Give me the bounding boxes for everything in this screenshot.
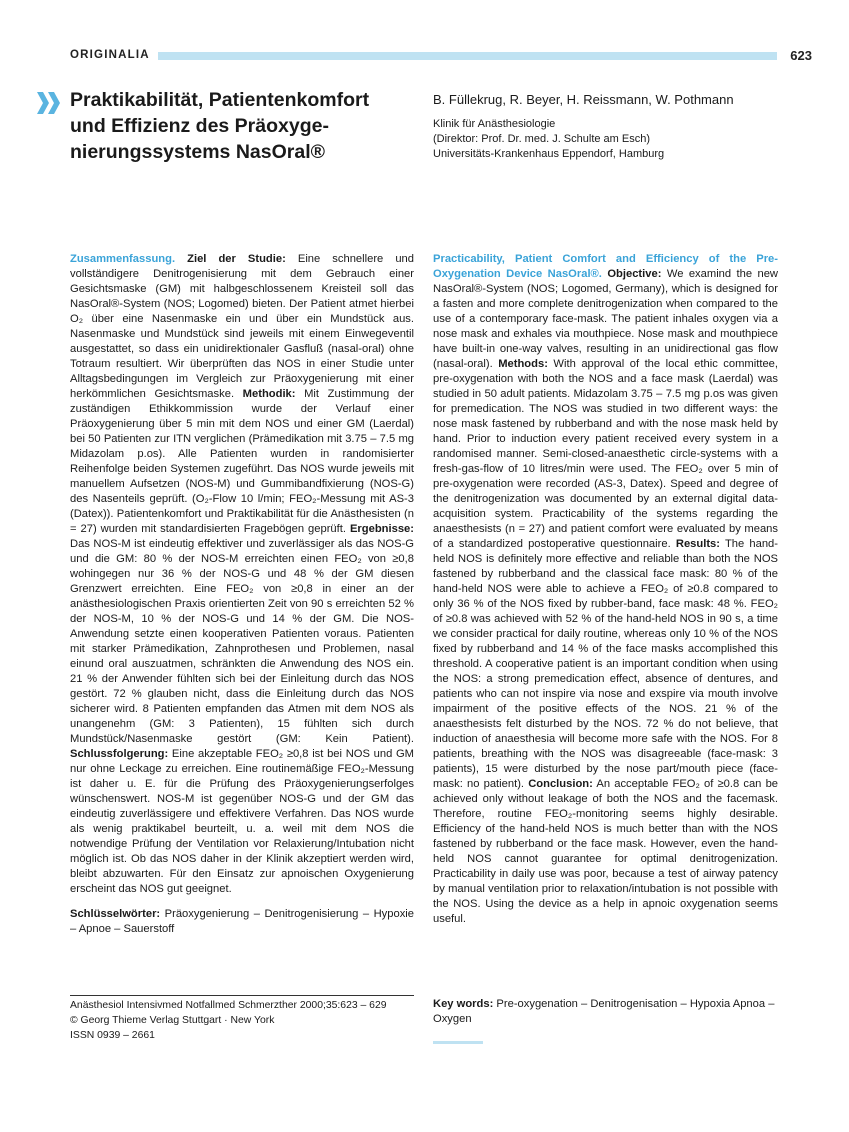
- section-heading: Ziel der Studie:: [187, 253, 286, 265]
- abstract-body: [433, 252, 778, 927]
- column-end-bar: [433, 1041, 483, 1044]
- article-title: Praktikabilität, Patientenkomfort und Effizienz des Präoxygenierungssystems NasOral®: [70, 89, 370, 163]
- keywords-heading: Key words:: [433, 998, 494, 1010]
- section-heading: Conclusion:: [528, 778, 593, 790]
- citation-block: [70, 998, 414, 1043]
- double-chevron-icon: [37, 92, 61, 114]
- keywords-text: Pre-oxygenation – Denitrogenisation – Hypoxia Apnoa – Oxygen: [433, 998, 775, 1025]
- article-authors: B. Füllekrug, R. Beyer, H. Reissmann, W. Pothmann: [433, 92, 734, 107]
- section-heading: Ergebnisse:: [349, 523, 414, 535]
- rubric-bar: [158, 52, 777, 60]
- page-number: 623: [790, 48, 812, 63]
- section-text: Eine schnellere und vollständigere Denitrogenisierung mit dem Gebrauch einer Gesichtsmaske (GM) mit halbgeschlossenem Kreisteil soll das NasOral®-System (NOS; Logomed) bieten. Der Patient atmet hierbei O₂ über eine Nasenmaske ein und über ein Mundstück aus. Nasenmaske und Mundstück sind jeweils mit einem Einwegeventil ausgestattet, so dass ein unidirektionaler Gasfluß (nasal-oral) ohne Totraum resultiert. Wir überprüften das NOS in einer Studie unter Alltagsbedingungen im Vergleich zur Präoxygenierung mit einer herkömmlichen Gesichtsmaske.: [70, 253, 414, 400]
- affiliation-line: Klinik für Anästhesiologie: [433, 118, 556, 130]
- keywords-german: [70, 907, 414, 937]
- section-text: With approval of the local ethic committee, pre-oxygenation with both the NOS and a face mask (Laerdal) was studied in 50 adult patients. Midazolam 3.75 – 7.5 mg p.os was given for premedication. The NOS was studied in two different ways: the nose mask fastened by rubberband and with the nose mask held by hand. Prior to induction every patient received every system in a randomised manner. Semi-closed-anaesthetic circle-systems with a fresh-gas-flow of 10 litres/min were used. The FEO₂ over 5 min of pre-oxygenation were recorded (AS-3, Datex). Speed and degree of the denitrogenization was documented by an external digital data-acquisition system. Practicability of the systems regarding the anaesthesists (n = 27) and patient comfort were evaluated by means of a standardized postoperative questionnaire.: [433, 358, 779, 550]
- section-heading: Results:: [675, 538, 720, 550]
- abstract-german: [70, 252, 414, 937]
- section-heading: Schlussfolgerung:: [70, 748, 169, 760]
- section-heading: Methodik:: [242, 388, 296, 400]
- section-text: The hand-held NOS is definitely more effective and reliable than both the NOS fastened by rubberband and the classical face mask: 80 % of the hand-held NOS were able to achieve a FEO₂ of ≥0.8 compared to only 36 % of the NOS fixed by rubber-band, face mask: 48 %. FEO₂ of ≥0.8 was achieved with 52 % of the hand-held NOS in 90 s, a time we consider practical for daily routine, whereas only 10 % of the NOS fixed by rubberband and 14 % of the face masks accomplished this threshold. A cooperative patient is an important condition when using the NOS: a strong premedication effect, absence of dentures, and patients who can not inspire via nose and exspire via mouth involve impairment of the positive effects of the NOS. 21 % of the anaesthesists felt disturbed by the NOS. 72 % do not believe, that induction of anaesthesia will become more safe with the NOS. For 8 patients, breathing with the NOS was disagreeable (face-mask: 3 patients), 15 were disturbed by the nose part/mouth piece (face-mask: no patient).: [433, 538, 779, 790]
- section-text: Mit Zustimmung der zuständigen Ethikkommission wurde der Verlauf einer Präoxygenierung über 5 min mit dem NOS und einer GM (Laerdal) bei 50 Patienten zur ITN verglichen (Prämedikation mit 3.75 – 7.5 mg Midazolam p.os). Alle Patienten wurden in randomisierter Reihenfolge beiden Systemen zugeführt. Das NOS wurde jeweils mit manuellem Aufsetzen (NOS-M) und Gummibandfixierung (NOS-G) des Nasenteils geprüft. (O₂-Flow 10 l/min; FEO₂-Messung mit AS-3 (Datex)). Patientenkomfort und Praktikabilität für die Anästhesisten (n = 27) wurden mit standardisierten Fragebögen geprüft.: [70, 388, 414, 535]
- citation-divider: [70, 995, 414, 996]
- issn-line: ISSN 0939 – 2661: [70, 1030, 155, 1041]
- affiliation-line: (Direktor: Prof. Dr. med. J. Schulte am Esch): [433, 133, 651, 145]
- author-affiliation: [433, 117, 813, 162]
- section-heading: Methods:: [498, 358, 548, 370]
- section-text: We examind the new NasOral®-System (NOS; Logomed, Germany), which is designed for a fasten and more complete denitrogenization when compared to the use of a contemporary face-mask. The patient inhales oxygen via a nose mask and exhales via mouthpiece. Nose mask and mouthpiece have built-in one-way valves, resulting in an unidirectional gas flow (nasal-oral).: [433, 268, 779, 370]
- keywords-english: [433, 997, 778, 1027]
- abstract-english: [433, 252, 778, 927]
- affiliation-line: Universitäts-Krankenhaus Eppendorf, Hamburg: [433, 148, 665, 160]
- journal-citation: Anästhesiol Intensivmed Notfallmed Schmerzther 2000;35:623 – 629: [70, 1000, 387, 1011]
- section-text: An acceptable FEO₂ of ≥0.8 can be achieved only without leakage of both the NOS and the facemask. Therefore, routine FEO₂-monitoring seems highly desirable. Efficiency of the hand-held NOS is much better than with the NOS fastened by rubberband or the face mask. However, even the hand-held NOS cannot guarantee for optimal denitrogenization. Practicability in daily use was poor, because a test of airway patency by manual ventilation prior to relaxation/intubation is not possible with the NOS. Using the device as a help in apnoic oxygenation seems useful.: [433, 778, 779, 925]
- keywords-text: Präoxygenierung – Denitrogenisierung – Hypoxie – Apnoe – Sauerstoff: [70, 908, 414, 935]
- publisher-line: © Georg Thieme Verlag Stuttgart · New York: [70, 1015, 275, 1026]
- abstract-lead: Practicability, Patient Comfort and Efficiency of the Pre-Oxygenation Device NasOral®.: [433, 253, 778, 280]
- section-text: Eine akzeptable FEO₂ ≥0,8 ist bei NOS und GM nur ohne Leckage zu erreichen. Eine routinemäßige FEO₂-Messung ist daher u. E. für die Prüfung des Präoxygenierungserfolges wünschenswert. NOS-M ist gegenüber NOS-G und der GM das eindeutig zuverlässigere und effektivere Verfahren. Das NOS wurde als wenig praktikabel beurteilt, u. a. weil mit dem NOS die notwendige Prüfung der Ventilation vor Relaxierung/Intubation nicht möglich ist. Ob das NOS daher in der Klinik akzeptiert werden wird, bleibt abzuwarten. Für den Einsatz zur apnoischen Oxygenierung erscheint das NOS gut geeignet.: [70, 748, 414, 895]
- section-rubric: ORIGINALIA: [70, 49, 150, 61]
- section-text: Das NOS-M ist eindeutig effektiver und zuverlässiger als das NOS-G und die GM: 80 % der NOS-M erreichten einen FEO₂ von ≥0,8 wohingegen nur 36 % der NOS-G und 48 % der GM diesen Grenzwert erreichten. Eine FEO₂ von ≥0,8 in einer an der anästhesiologischen Praxis orientierten Zeit von 90 s erreichten 52 % der NOS-M, 10 % der NOS-G und 14 % der GM. Die NOS-Anwendung setzte einen kooperativen Patienten voraus. Patienten mit starker Prämedikation, Zahnprothesen und Problemen, nasal einund oral auszuatmen, schränkten die Anwendung des NOS ein. 21 % der Anwender fühlten sich bei der Einleitung durch das NOS gestört. 72 % glauben nicht, dass die Einleitung durch das NOS sicherer wird. 8 Patienten empfanden das Atmen mit dem NOS als unangenehm (GM: 3 Patienten), 15 fühlten sich durch Mundstück/Nasenmaske gestört (GM: Kein Patient).: [70, 538, 414, 745]
- section-heading: Objective:: [607, 268, 662, 280]
- abstract-lead: Zusammenfassung.: [70, 253, 176, 265]
- page-header: [70, 47, 812, 65]
- keywords-heading: Schlüsselwörter:: [70, 908, 161, 920]
- abstract-body: [70, 252, 414, 897]
